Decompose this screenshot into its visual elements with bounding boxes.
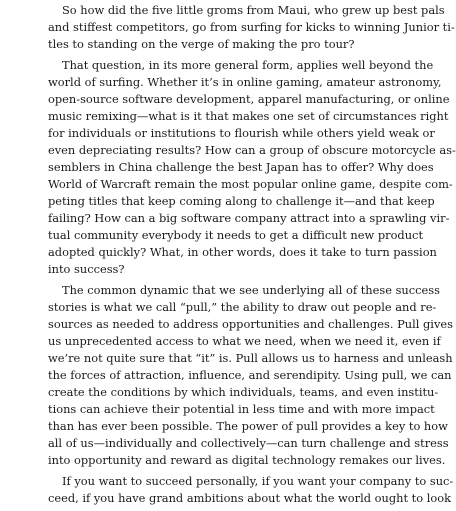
text-line: into opportunity and reward as digital technology remakes our lives.	[48, 453, 446, 467]
text-line: tual community everybody it needs to get a difficult new product	[48, 228, 424, 242]
text-line: even depreciating results? How can a group of obscure motorcycle as-	[48, 143, 456, 157]
paragraph-1	[48, 2, 455, 53]
text-line: create the conditions by which individuals, teams, and even institu-	[48, 385, 439, 399]
text-line: World of Warcraft remain the most popular online game, despite com-	[48, 177, 453, 191]
text-line: we’re not quite sure that “it” is. Pull allows us to harness and unleash	[48, 351, 453, 365]
text-line: ceed, if you have grand ambitions about what the world ought to look	[48, 491, 451, 505]
paragraph-2	[48, 57, 456, 278]
text-line: than has ever been possible. The power of pull provides a key to how	[48, 419, 448, 433]
text-line: music remixing—what is it that makes one set of circumstances right	[48, 109, 449, 123]
text-line: open-source software development, apparel manufacturing, or online	[48, 92, 450, 106]
text-line: tles to standing on the verge of making the pro tour?	[48, 37, 355, 51]
text-line: semblers in China challenge the best Japan has to offer? Why does	[48, 160, 434, 174]
text-line: all of us—individually and collectively—can turn challenge and stress	[48, 436, 449, 450]
body-text	[48, 2, 456, 511]
text-line: for individuals or institutions to flourish while others yield weak or	[48, 126, 435, 140]
text-line: That question, in its more general form, applies well beyond the	[62, 58, 434, 72]
text-line: into success?	[48, 262, 125, 276]
paragraph-3	[48, 282, 453, 469]
text-line: So how did the five little groms from Maui, who grew up best pals	[62, 3, 445, 17]
text-line: us unprecedented access to what we need, when we need it, even if	[48, 334, 441, 348]
text-line: peting titles that keep coming along to challenge it—and that keep	[48, 194, 435, 208]
text-line: failing? How can a big software company attract into a sprawling vir-	[48, 211, 450, 225]
text-line: stories is what we call “pull,” the ability to draw out people and re-	[48, 300, 437, 314]
text-line: sources as needed to address opportunities and challenges. Pull gives	[48, 317, 453, 331]
paragraph-4	[48, 473, 454, 507]
text-line: The common dynamic that we see underlying all of these success	[62, 283, 440, 297]
text-line: adopted quickly? What, in other words, does it take to turn passion	[48, 245, 437, 259]
text-line: the forces of attraction, influence, and serendipity. Using pull, we can	[48, 368, 452, 382]
text-line: world of surfing. Whether it’s in online gaming, amateur astronomy,	[48, 75, 442, 89]
text-line: tions can achieve their potential in less time and with more impact	[48, 402, 435, 416]
text-line: If you want to succeed personally, if you want your company to suc-	[62, 474, 454, 488]
text-line: and stiffest competitors, go from surfing for kicks to winning Junior ti-	[48, 20, 455, 34]
